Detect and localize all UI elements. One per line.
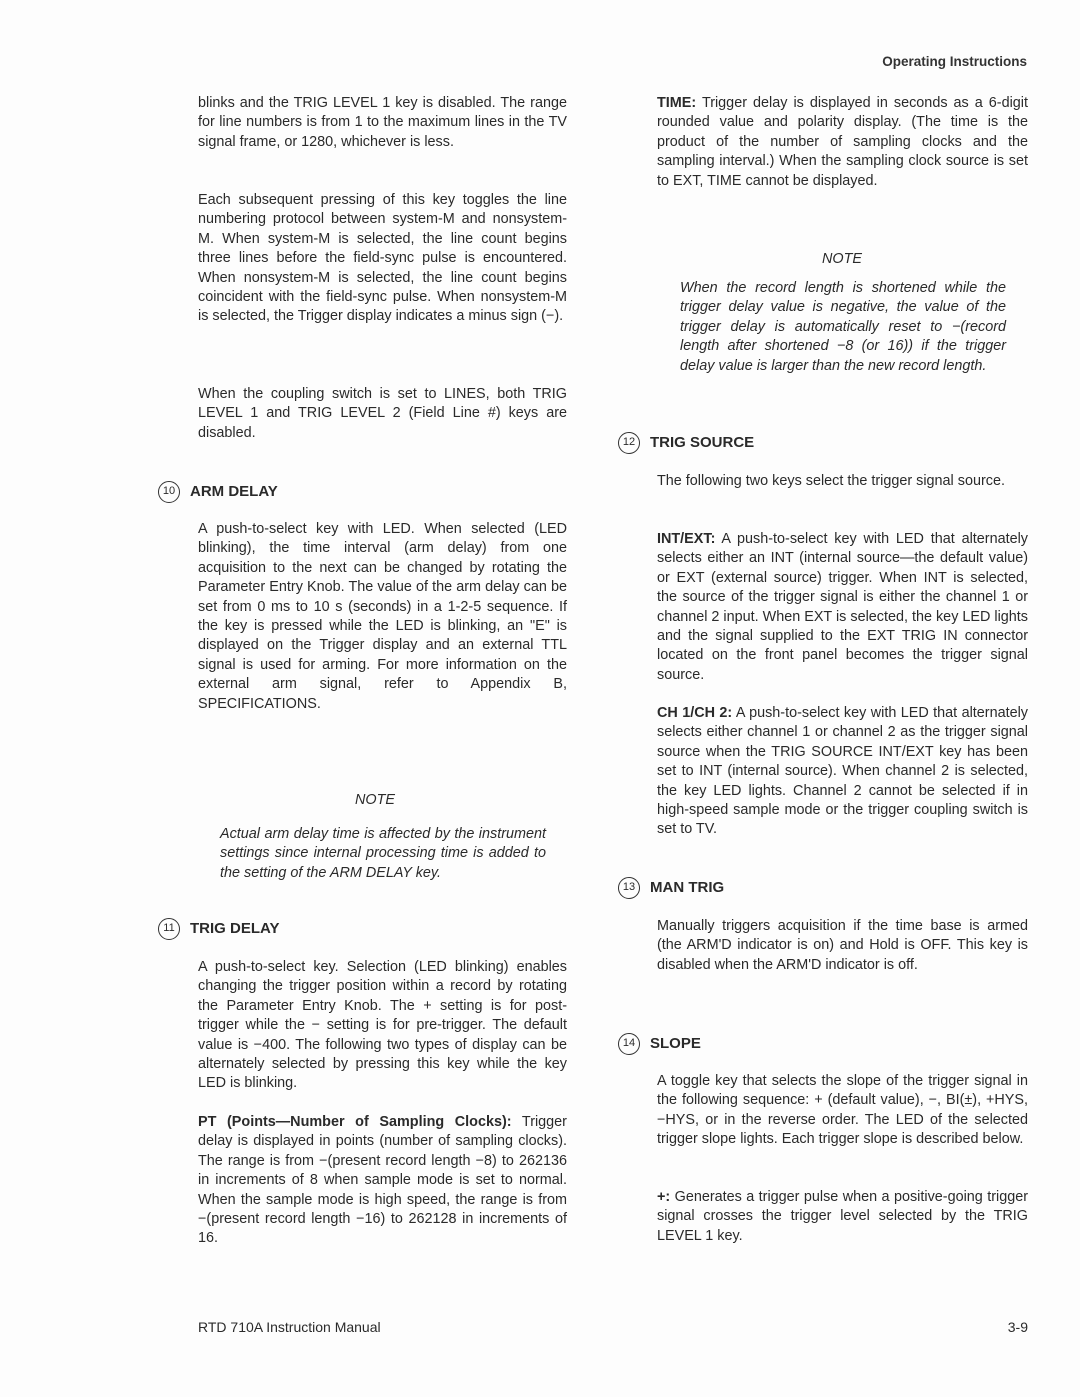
term: TIME: xyxy=(657,95,697,111)
term: PT (Points—Number of Sampling Clocks): xyxy=(198,1114,512,1130)
paragraph: Manually triggers acquisition if the time base is armed (the ARM'D indicator is on) and Hold is OFF. This key is disabled when the ARM'D indicator is off. xyxy=(657,918,1028,973)
heading-text: SLOPE xyxy=(650,1035,701,1053)
paragraph: A push-to-select key. Selection (LED blinking) enables changing the trigger position within a record by rotating the Parameter Entry Knob. The + setting is for post-trigger while the − setting is for pre-trigger. The default value is −400. The following two types of display can be alternately selected by pressing this key while the key LED is blinking. xyxy=(198,959,567,1092)
paragraph-pt xyxy=(198,1113,567,1249)
definition: Trigger delay is displayed in points (number of sampling clocks). The range is from −(present record length −8) to 262136 in increments of 8 when sample mode is set to normal. When the sample mode is high speed, the range is from −(present record length −16) to 262128 in increments of 16. xyxy=(198,1114,567,1247)
heading-text: TRIG DELAY xyxy=(190,920,280,938)
definition: Generates a trigger pulse when a positive-going trigger signal crosses the trigger level selected by the TRIG LEVEL 1 key. xyxy=(657,1189,1028,1244)
running-header: Operating Instructions xyxy=(882,54,1027,69)
note-text: Actual arm delay time is affected by the instrument settings since internal processing time is added to the setting of the ARM DELAY key. xyxy=(220,826,546,881)
term: +: xyxy=(657,1189,671,1205)
heading-slope xyxy=(618,1033,701,1055)
paragraph: A push-to-select key with LED. When selected (LED blinking), the time interval (arm delay) from one acquisition to the next can be changed by rotating the Parameter Entry Knob. The value of the arm delay can be set from 0 ms to 10 s (seconds) in a 1-2-5 sequence. If the key is pressed while the LED is blinking, an "E" is displayed on the Trigger display and an external TTL signal is used for arming. For more information on the external arm signal, refer to Appendix B, SPECIFICATIONS. xyxy=(198,521,567,712)
heading-text: MAN TRIG xyxy=(650,879,725,897)
definition: Trigger delay is displayed in seconds as a 6-digit rounded value and polarity display. (The time is the product of the number of sampling clocks and the sampling interval.) When the sampling clock source is set to EXT, TIME cannot be displayed. xyxy=(657,95,1028,189)
definition: A push-to-select key with LED that alternately selects either channel 1 or channel 2 as the trigger signal source when the TRIG SOURCE INT/EXT key has been set to INT (internal source). When channel 2 is selected, the key LED lights. Channel 2 cannot be selected if in high-speed sample mode or the trigger coupling switch is set to TV. xyxy=(657,705,1028,838)
footer-manual-title: RTD 710A Instruction Manual xyxy=(198,1319,381,1335)
item-number: 14 xyxy=(618,1033,640,1055)
paragraph-int-ext xyxy=(657,530,1028,685)
term: CH 1/CH 2: xyxy=(657,705,733,721)
definition: A push-to-select key with LED that alternately selects either an INT (internal source—the default value) or EXT (external source) trigger. When INT is selected, the source of the trigger signal is either the channel 1 or channel 2 input. When EXT is selected, the key LED lights and the signal supplied to the EXT TRIG IN connector located on the front panel becomes the trigger signal source. xyxy=(657,531,1028,683)
heading-arm-delay xyxy=(158,481,278,503)
paragraph-time xyxy=(657,94,1028,191)
paragraph: Each subsequent pressing of this key toggles the line numbering protocol between system-M and nonsystem-M. When system-M is selected, the line count begins three lines before the field-sync pulse is encountered. When nonsystem-M is selected, the line count begins coincident with the field-sync pulse. When nonsystem-M is selected, the Trigger display indicates a minus sign (−). xyxy=(198,192,567,325)
item-number: 11 xyxy=(158,918,180,940)
heading-text: ARM DELAY xyxy=(190,483,278,501)
item-number: 12 xyxy=(618,432,640,454)
note-text: When the record length is shortened while the trigger delay value is negative, the value of the trigger delay is automatically reset to −(record length after shortened −8 (or 16)) if the trigger delay value is larger than the new record length. xyxy=(680,280,1006,374)
paragraph-ch xyxy=(657,704,1028,840)
page-number: 3-9 xyxy=(1007,1319,1028,1335)
heading-trig-source xyxy=(618,432,754,454)
paragraph: blinks and the TRIG LEVEL 1 key is disabled. The range for line numbers is from 1 to the maximum lines in the TV signal frame, or 1280, whichever is less. xyxy=(198,95,567,150)
heading-text: TRIG SOURCE xyxy=(650,434,755,452)
note-title: NOTE xyxy=(822,251,862,267)
item-number: 10 xyxy=(158,481,180,503)
heading-trig-delay xyxy=(158,918,279,940)
term: INT/EXT: xyxy=(657,531,716,547)
paragraph-plus xyxy=(657,1188,1028,1246)
note-title: NOTE xyxy=(355,792,395,808)
item-number: 13 xyxy=(618,877,640,899)
paragraph: A toggle key that selects the slope of the trigger signal in the following sequence: + (default value), −, BI(±), +HYS, −HYS, or in the reverse order. The LED of the selected trigger slope lights. Each trigger slope is described below. xyxy=(657,1073,1028,1148)
heading-man-trig xyxy=(618,877,724,899)
paragraph: The following two keys select the trigger signal source. xyxy=(657,473,1005,489)
paragraph: When the coupling switch is set to LINES, both TRIG LEVEL 1 and TRIG LEVEL 2 (Field Line #) keys are disabled. xyxy=(198,386,567,441)
